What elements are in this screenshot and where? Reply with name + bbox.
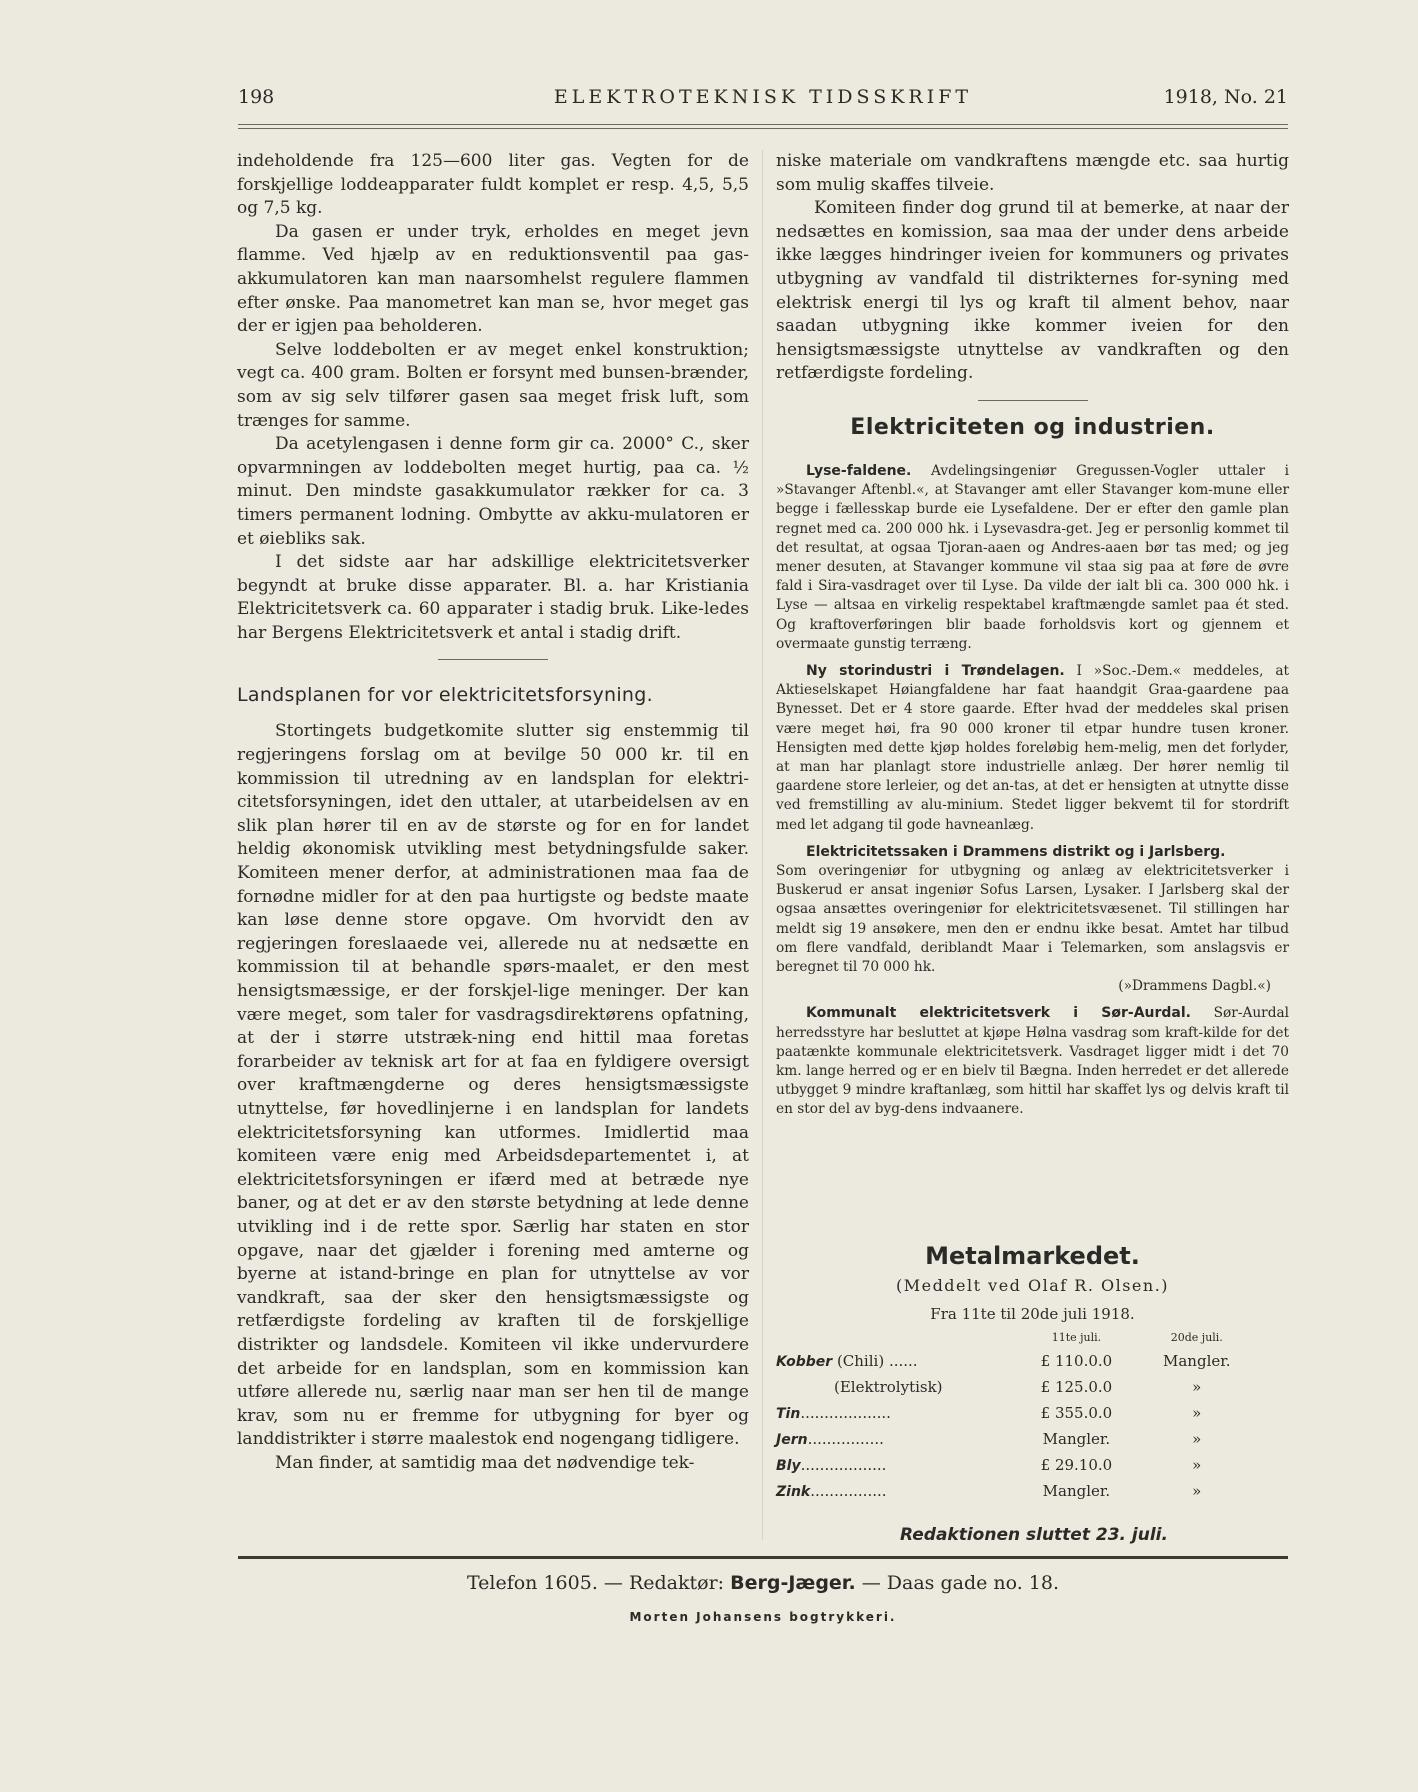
news-item bbox=[776, 662, 1289, 835]
table-row bbox=[776, 1371, 1256, 1397]
table-row bbox=[776, 1345, 1256, 1371]
table-row bbox=[776, 1449, 1256, 1475]
column-header: 11te juli. bbox=[1051, 1331, 1102, 1344]
metal-grade: (Elektrolytisk) bbox=[834, 1378, 943, 1396]
journal-title: ELEKTROTEKNISK TIDSSKRIFT bbox=[553, 86, 973, 108]
paragraph: Da gasen er under tryk, erholdes en meget jevn flamme. Ved hjælp av en reduktionsventil paa gas-akkumulatoren kan man naarsomhelst regulere flammen efter ønske. Paa manometret kan man se, hvor meget gas der er igjen paa beholderen. bbox=[237, 221, 749, 337]
news-item bbox=[776, 843, 1289, 997]
footer-phone: Telefon 1605. bbox=[466, 1572, 598, 1594]
news-text: Som overingeniør for utbygning og anlæg av elektricitetsverker i Buskerud er ansat ingeniør Sofus Larsen, Lysaker. I Jarlsberg skal der ogsaa ansættes overingeniør for elektricitetsvæsenet. Til stillingen har meldt sig 19 ansøkere, men den er endnu ikke besat. Amtet har tilbud om flere vandfald, deriblandt Maar i Telemarken, som anslagsvis er beregnet til 70 000 hk. bbox=[776, 863, 1289, 976]
metal-name: Kobber bbox=[776, 1354, 833, 1370]
footer-editor-label: — Redaktør: bbox=[603, 1572, 725, 1594]
news-source: (»Drammens Dagbl.«) bbox=[1118, 978, 1271, 995]
left-column bbox=[237, 150, 749, 1475]
metal-name: Jern bbox=[776, 1432, 808, 1448]
table-row bbox=[776, 1475, 1256, 1501]
header-rule bbox=[238, 124, 1288, 129]
metal-market-section bbox=[776, 1242, 1289, 1501]
price-cell: Mangler. bbox=[1042, 1430, 1111, 1448]
metal-dots: ................ bbox=[810, 1482, 887, 1500]
metal-price-table bbox=[776, 1327, 1256, 1501]
section-heading: Elektriciteten og industrien. bbox=[850, 414, 1215, 440]
metal-dots: .................. bbox=[800, 1456, 887, 1474]
issue-number: 1918, No. 21 bbox=[1163, 86, 1288, 108]
page-header bbox=[238, 86, 1288, 112]
news-headline: Ny storindustri i Trøndelagen. bbox=[806, 662, 1065, 679]
metal-market-dates: Fra 11te til 20de juli 1918. bbox=[930, 1305, 1135, 1323]
metal-market-subtitle: (Meddelt ved Olaf R. Olsen.) bbox=[895, 1276, 1170, 1295]
paragraph: Komiteen finder dog grund til at bemerke, at naar der nedsættes en komission, saa maa der under dens arbeide ikke lægges hindringer iveien for kommuners og privates utbygning av vandfald til distrikternes for-syning med elektrisk energi til lys og kraft til alment behov, naar saadan utbygning ikke kommer iveien for den hensigtsmæssigste utnyttelse av vandkraften og den retfærdigste fordeling. bbox=[776, 198, 1289, 384]
paragraph: indeholdende fra 125—600 liter gas. Vegten for de forskjellige loddeapparater fuldt komplet er resp. 4,5, 5,5 og 7,5 kg. bbox=[237, 151, 749, 219]
table-row bbox=[776, 1397, 1256, 1423]
news-item bbox=[776, 1004, 1289, 1119]
footer bbox=[238, 1572, 1288, 1594]
price-cell: » bbox=[1192, 1378, 1202, 1396]
price-cell: Mangler. bbox=[1163, 1352, 1231, 1370]
news-text: Avdelingsingeniør Gregussen-Vogler uttaler i »Stavanger Aftenbl.«, at Stavanger amt eller Stavanger kom-mune eller begge i fællesskap burde eie Lysefaldene. Der er efter den gamle plan regnet med ca. 200 000 hk. i Lysevasdra-get. Jeg er personlig kommet til det resultat, at ogsaa Tjoran-aaen og Andres-aaen bør tas med; og jeg mener desuten, at Stavanger kommune vil staa sig paa at føre de øvre fald i Sira-vasdraget over til Lyse. Da vilde der ialt bli ca. 300 000 hk. i Lyse — altsaa en virkelig respektabel kraftmængde samlet paa ét sted. Og kraftoverføringen blir baade forholdsvis kort og gjennem et overmaate gunstig terræng. bbox=[776, 462, 1289, 652]
price-cell: Mangler. bbox=[1042, 1482, 1111, 1500]
column-header: 20de juli. bbox=[1170, 1331, 1223, 1344]
metal-dots: ................ bbox=[807, 1430, 884, 1448]
paragraph: niske materiale om vandkraftens mængde etc. saa hurtig som mulig skaffes tilveie. bbox=[776, 151, 1289, 195]
closing-note: Redaktionen sluttet 23. juli. bbox=[900, 1525, 1168, 1545]
table-header-row bbox=[776, 1327, 1256, 1345]
metal-name: Bly bbox=[776, 1458, 801, 1474]
news-text: I »Soc.-Dem.« meddeles, at Aktieselskapet Høiangfaldene har faat haandgit Graa-gaardene paa Bynesset. Det er 4 store gaarde. Efter hvad der meddeles skal prisen være meget høi, fra 90 000 kroner til etpar hundre tusen kroner. Hensigten med dette kjøp holdes foreløbig hem-melig, men det forlyder, at man har planlagt store industrielle anlæg. Der hører nemlig til gaardene store lerleier, og det an-tas, at det er hensigten at utnytte disse ved fremstilling av alu-minium. Stedet ligger bekvemt til for stordrift med let adgang til gode havneanlæg. bbox=[776, 662, 1290, 833]
price-cell: £ 29.10.0 bbox=[1040, 1456, 1113, 1474]
price-cell: » bbox=[1192, 1482, 1202, 1500]
paragraph: Man finder, at samtidig maa det nødvendige tek- bbox=[275, 1452, 695, 1473]
price-cell: » bbox=[1192, 1404, 1202, 1422]
section-heading: Landsplanen for vor elektricitetsforsyning. bbox=[237, 684, 653, 707]
footer-address: — Daas gade no. 18. bbox=[861, 1572, 1060, 1594]
footer-rule bbox=[238, 1556, 1288, 1559]
price-cell: » bbox=[1192, 1456, 1202, 1474]
metal-grade: (Chili) ...... bbox=[836, 1352, 918, 1370]
metal-name: Zink bbox=[776, 1484, 811, 1500]
metal-market-title: Metalmarkedet. bbox=[925, 1242, 1140, 1270]
metal-name: Tin bbox=[776, 1406, 801, 1422]
price-cell: £ 355.0.0 bbox=[1040, 1404, 1113, 1422]
section-divider bbox=[438, 659, 548, 660]
news-headline: Lyse-faldene. bbox=[806, 462, 912, 479]
column-divider bbox=[762, 150, 763, 1540]
footer-editor: Berg-Jæger. bbox=[730, 1572, 856, 1594]
paragraph: Da acetylengasen i denne form gir ca. 2000° C., sker opvarmningen av loddebolten meget hurtig, paa ca. ½ minut. Den mindste gasakkumulator rækker for ca. 3 timers permanent lodning. Ombytte av akku-mulatoren er et øiebliks sak. bbox=[237, 434, 749, 549]
news-headline: Kommunalt elektricitetsverk i Sør-Aurdal. bbox=[806, 1005, 1191, 1022]
paragraph: I det sidste aar har adskillige elektricitetsverker begyndt at bruke disse apparater. Bl. a. har Kristiania Elektricitetsverk ca. 60 apparater i stadig bruk. Like-ledes har Bergens Elektricitetsverk et antal i stadig drift. bbox=[237, 552, 749, 643]
news-headline: Elektricitetssaken i Drammens distrikt og i Jarlsberg. bbox=[806, 843, 1226, 860]
paragraph: Stortingets budgetkomite slutter sig enstemmig til regjeringens forslag om at bevilge 50 000 kr. til en kommission til utredning av en landsplan for elektri-citetsforsyningen, idet den uttaler, at utarbeidelsen av en slik plan hører til en av de største og for en for landet heldig økonomisk utvikling mest betydningsfulde saker. Komiteen mener derfor, at administrationen maa faa de fornødne midler for at den paa hurtigste og bedste maate kan løse denne store opgave. Om hvorvidt den av regjeringen foreslaaede vei, allerede nu at nedsætte en kommission til at behandle spørs-maalet, er den mest hensigtsmæssige, er der forskjel-lige meninger. Der kan være meget, som taler for vasdragsdirektørens opfatning, at der i større utstræk-ning end hittil maa foretas forarbeider av teknisk art for at faa en fyldigere oversigt over kraftmængderne og deres hensigtsmæssigste utnyttelse, før hovedlinjerne i en landsplan for landets elektricitetsforsyning kan utformes. Imidlertid maa komiteen være enig med Arbeidsdepartementet i, at elektricitetsforsyningen er ifærd med at betræde nye baner, og at det er av den største betydning at lede denne utvikling ind i de rette spor. Særlig har staten en stor opgave, naar det gjælder i forening med amterne og byerne at istand-bringe en plan for utnyttelse av vor vandkraft, saa der sker den hensigtsmæssigste og retfærdigste fordeling av kraften til de forskjellige distrikter og landsdele. Komiteen vil ikke undervurdere det arbeide for en landsplan, som en kommission kan utføre allerede nu, særlig naar man ser hen til de mange krav, som nu er fremme for utbygning for byer og landdistrikter i større maalestok end nogengang tidligere. bbox=[237, 721, 749, 1450]
price-cell: £ 125.0.0 bbox=[1040, 1378, 1113, 1396]
printer-imprint: Morten Johansens bogtrykkeri. bbox=[629, 1610, 897, 1624]
right-column bbox=[776, 150, 1289, 1128]
paragraph: Selve loddebolten er av meget enkel konstruktion; vegt ca. 400 gram. Bolten er forsynt med bunsen-brænder, som av sig selv tilfører gasen saa meget frisk luft, som trænges for samme. bbox=[237, 339, 749, 431]
news-item bbox=[776, 462, 1289, 654]
table-row bbox=[776, 1423, 1256, 1449]
price-cell: » bbox=[1192, 1430, 1202, 1448]
section-divider bbox=[978, 400, 1088, 401]
page-number: 198 bbox=[238, 86, 275, 108]
price-cell: £ 110.0.0 bbox=[1040, 1352, 1113, 1370]
metal-dots: ................... bbox=[800, 1404, 891, 1422]
news-text: Sør-Aurdal herredsstyre har besluttet at kjøpe Hølna vasdrag som kraft-kilde for det paatænkte kommunale elektricitetsverk. Vasdraget ligger midt i det 70 km. lange herred og er en bielv til Bægna. Inden herredet er det allerede utbygget 9 mindre kraftanlæg, som hittil har skaffet lys og delvis kraft til en stor del av byg-dens indvaanere. bbox=[776, 1005, 1289, 1118]
